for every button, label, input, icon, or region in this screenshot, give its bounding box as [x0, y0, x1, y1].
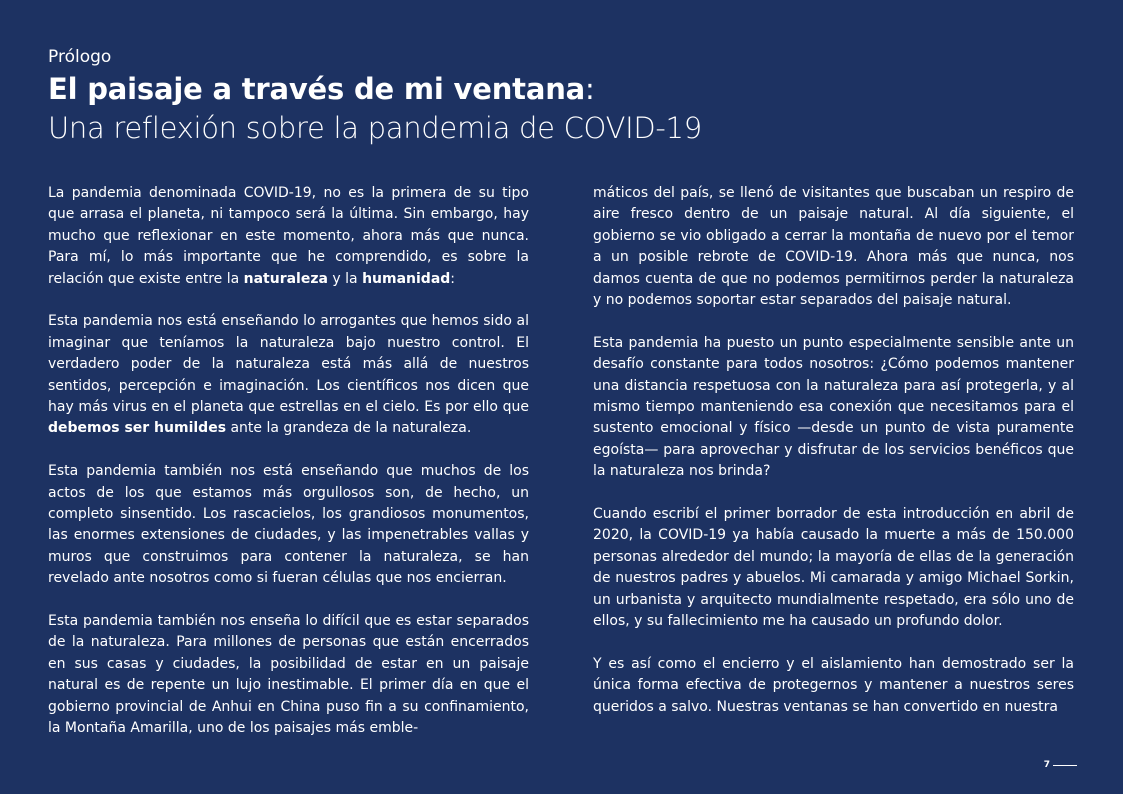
page-number [1044, 760, 1077, 770]
chapter-header [48, 46, 1078, 148]
paragraph-left-4: Esta pandemia también nos enseña lo difícil que es estar separados de la naturaleza. Para millones de personas que están encerrados en sus casas y ciudades, la posibilidad de estar en un paisaje natural es de repente un lujo inestimable. El primer día en que el gobierno provincial de Anhui en China puso fin a su confinamiento, la Montaña Amarilla, uno de los paisajes más emble- [48, 613, 529, 737]
emphasis-naturaleza: naturaleza [243, 270, 328, 287]
paragraph-text: y la [327, 270, 363, 287]
paragraph-left-2 [48, 311, 529, 439]
page-title-text: El paisaje a través de mi ventana [48, 72, 586, 106]
paragraph-right-2: Esta pandemia ha puesto un punto especialmente sensible ante un desafío constante para todos nosotros: ¿Cómo podemos mantener una distancia respetuosa con la naturaleza para así protegerla, y al mismo tiempo manteniendo esa conexión que necesitamos para el sustento emocional y físico —desde un punto de vista puramente egoísta— para aprovechar y disfrutar de los servicios benéficos que la naturaleza nos brinda? [593, 334, 1074, 480]
emphasis-humanidad: humanidad [362, 270, 451, 287]
page-number-rule [1053, 765, 1077, 766]
paragraph-text: ante la grandeza de la naturaleza. [226, 420, 472, 437]
page-title-colon: : [585, 72, 595, 106]
paragraph-text: : [450, 270, 456, 287]
right-column [593, 183, 1074, 718]
page-number-text: 7 [1043, 760, 1050, 770]
page-title [48, 70, 1078, 108]
section-label: Prólogo [48, 47, 112, 67]
paragraph-right-3: Cuando escribí el primer borrador de esta introducción en abril de 2020, la COVID-19 ya había causado la muerte a más de 150.000 personas alrededor del mundo; la mayoría de ellas de la generación de nuestros padres y abuelos. Mi camarada y amigo Michael Sorkin, un urbanista y arquitecto mundialmente respetado, era sólo uno de ellos, y su fallecimiento me ha causado un profundo dolor. [593, 506, 1074, 630]
paragraph-right-4: Y es así como el encierro y el aislamiento han demostrado ser la única forma efectiva de protegernos y mantener a nuestros seres queridos a salvo. Nuestras ventanas se han convertido en nuestra [593, 655, 1074, 715]
page-subtitle: Una reflexión sobre la pandemia de COVID-19 [48, 111, 702, 145]
paragraph-text: Esta pandemia nos está enseñando lo arrogantes que hemos sido al imaginar que teníamos la naturaleza bajo nuestro control. El verdadero poder de la naturaleza está más allá de nuestros sentidos, percepción e imaginación. Los científicos nos dicen que hay más virus en el planeta que estrellas en el cielo. Es por ello que [48, 313, 529, 416]
paragraph-text: La pandemia denominada COVID-19, no es la primera de su tipo que arrasa el planeta, ni tampoco será la última. Sin embargo, hay mucho que reflexionar en este momento, ahora más que nunca. Para mí, lo más importante que he comprendido, es sobre la relación que existe entre la [48, 185, 529, 287]
left-column [48, 183, 529, 740]
paragraph-left-3: Esta pandemia también nos está enseñando que muchos de los actos de los que estamos más orgullosos son, de hecho, un completo sinsentido. Los rascacielos, los grandiosos monumentos, las enormes extensiones de ciudades, y las impenetrables vallas y muros que construimos para contener la naturaleza, se han revelado ante nosotros como si fueran células que nos encierran. [48, 463, 529, 587]
emphasis-humildes: debemos ser humildes [48, 420, 227, 437]
paragraph-left-1 [48, 183, 529, 290]
paragraph-right-1: máticos del país, se llenó de visitantes que buscaban un respiro de aire fresco dentro de un paisaje natural. Al día siguiente, el gobierno se vio obligado a cerrar la montaña de nuevo por el temor a un posible rebrote de COVID-19. Ahora más que nunca, nos damos cuenta de que no podemos permitirnos perder la naturaleza y no podemos soportar estar separados del paisaje natural. [593, 185, 1074, 309]
